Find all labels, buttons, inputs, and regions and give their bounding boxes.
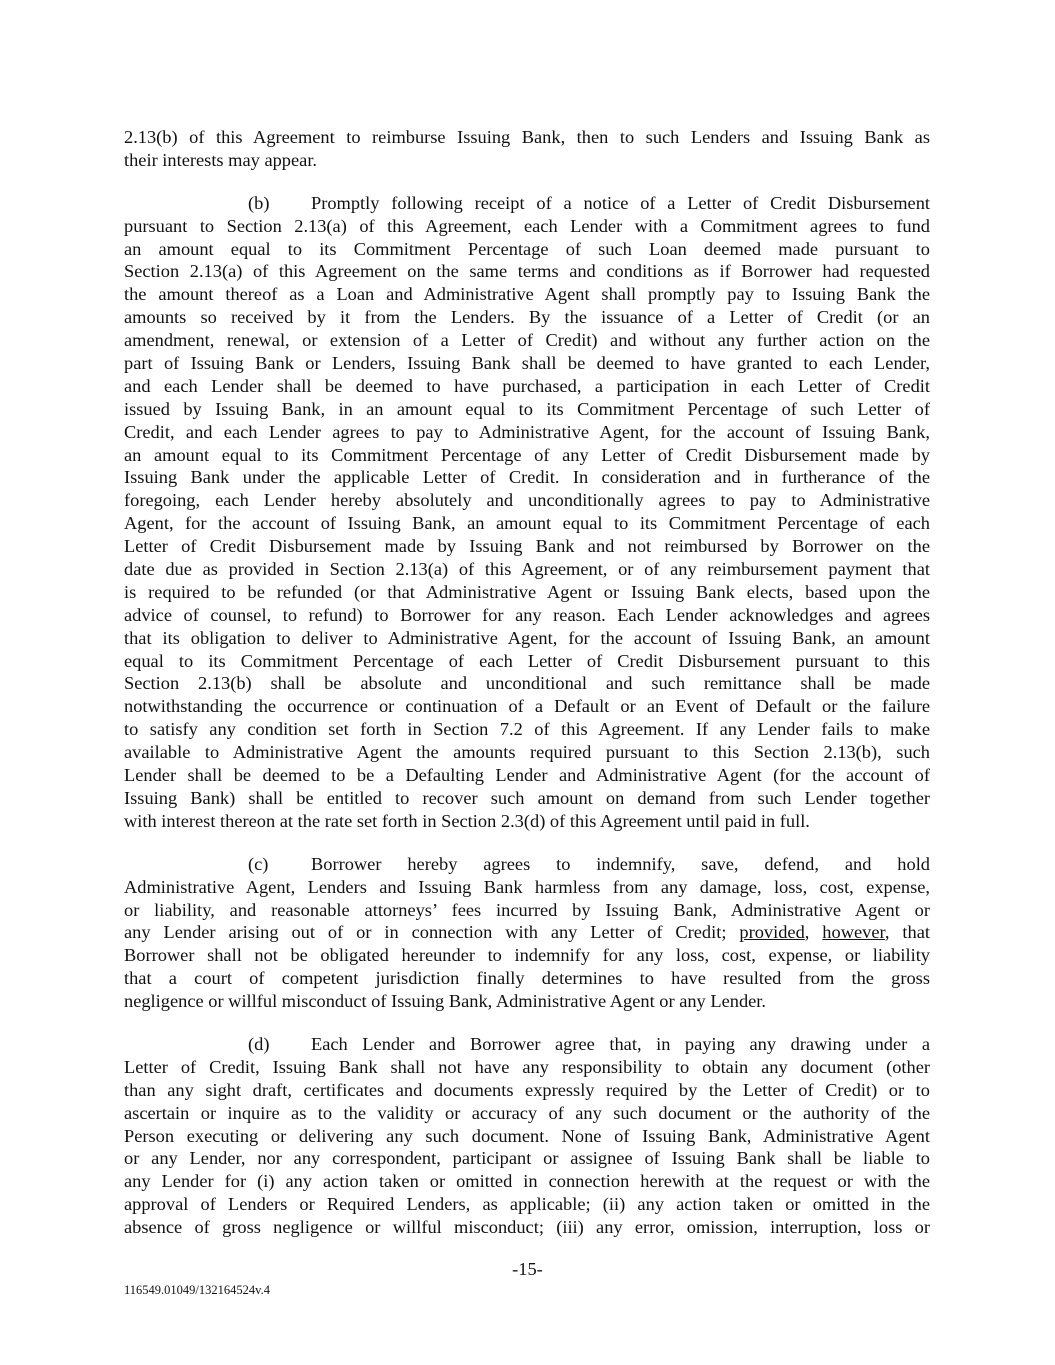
paragraph-label: (b) (248, 192, 270, 213)
text-line: that a court of competent jurisdiction finally determines to have resulted from the gross (124, 968, 930, 989)
text-line: negligence or willful misconduct of Issuing Bank, Administrative Agent or any Lender. (124, 991, 767, 1012)
paragraph-b (124, 192, 930, 833)
text-line: absence of gross negligence or willful misconduct; (iii) any error, omission, interruption, loss or (124, 1217, 930, 1238)
underlined-term: however (822, 922, 885, 943)
text-line: Credit, and each Lender agrees to pay to Administrative Agent, for the account of Issuing Bank, (124, 421, 930, 442)
text-line: than any sight draft, certificates and documents expressly required by the Letter of Credit) or to (124, 1079, 930, 1100)
text-line: their interests may appear. (124, 149, 318, 170)
text-segment: , that (884, 922, 930, 943)
text-line: Agent, for the account of Issuing Bank, an amount equal to its Commitment Percentage of each (124, 513, 930, 534)
underlined-term: provided (739, 922, 805, 943)
text-line (124, 921, 930, 944)
text-line: and each Lender shall be deemed to have purchased, a participation in each Letter of Credit (124, 375, 930, 396)
text-line: Administrative Agent, Lenders and Issuing Bank harmless from any damage, loss, cost, expense, (124, 876, 930, 897)
text-line: Borrower shall not be obligated hereunder to indemnify for any loss, cost, expense, or liability (124, 945, 930, 966)
text-line: (b) Promptly following receipt of a notice of a Letter of Credit Disbursement (248, 192, 930, 213)
document-body (124, 126, 930, 1259)
paragraph-label: (c) (248, 853, 269, 874)
text-line: part of Issuing Bank or Lenders, Issuing Bank shall be deemed to have granted to each Lender, (124, 353, 930, 374)
text-line: Issuing Bank under the applicable Letter of Credit. In consideration and in furtherance of the (124, 467, 930, 488)
text-line: to satisfy any condition set forth in Section 7.2 of this Agreement. If any Lender fails to make (124, 719, 930, 740)
text-line: amounts so received by it from the Lenders. By the issuance of a Letter of Credit (or an (124, 307, 930, 328)
text-line: available to Administrative Agent the amounts required pursuant to this Section 2.13(b), such (124, 742, 930, 763)
paragraph-continued (124, 126, 930, 172)
text-line: with interest thereon at the rate set forth in Section 2.3(d) of this Agreement until paid in full. (124, 810, 810, 831)
text-line: (c) Borrower hereby agrees to indemnify, save, defend, and hold (248, 853, 930, 874)
document-id: 116549.01049/132164524v.4 (124, 1283, 270, 1297)
paragraph-d (124, 1033, 930, 1239)
page-number: -15- (512, 1259, 543, 1279)
text-line: amendment, renewal, or extension of a Letter of Credit) and without any further action on the (124, 330, 930, 351)
paragraph-c (124, 853, 930, 1013)
text-line: advice of counsel, to refund) to Borrower for any reason. Each Lender acknowledges and agrees (124, 604, 930, 625)
text-line: Issuing Bank) shall be entitled to recover such amount on demand from such Lender together (124, 787, 930, 808)
text-segment: any Lender arising out of or in connection with any Letter of Credit; (124, 922, 740, 943)
text-line: any Lender for (i) any action taken or omitted in connection herewith at the request or with the (124, 1171, 930, 1192)
text-line: (d) Each Lender and Borrower agree that, in paying any drawing under a (248, 1033, 930, 1054)
text-line: Lender shall be deemed to be a Defaulting Lender and Administrative Agent (for the account of (124, 765, 930, 786)
paragraph-label: (d) (248, 1033, 270, 1054)
text-line: issued by Issuing Bank, in an amount equal to its Commitment Percentage of such Letter of (124, 398, 930, 419)
text-line: Section 2.13(a) of this Agreement on the same terms and conditions as if Borrower had requested (124, 261, 930, 282)
text-line: or any Lender, nor any correspondent, participant or assignee of Issuing Bank shall be liable to (124, 1148, 930, 1169)
text-line: 2.13(b) of this Agreement to reimburse Issuing Bank, then to such Lenders and Issuing Bank as (124, 127, 930, 147)
text-line: that its obligation to deliver to Administrative Agent, for the account of Issuing Bank, an amount (124, 627, 930, 648)
text-line: an amount equal to its Commitment Percentage of any Letter of Credit Disbursement made by (124, 444, 930, 465)
text-line: ascertain or inquire as to the validity or accuracy of any such document or the authority of the (124, 1102, 930, 1123)
text-line: pursuant to Section 2.13(a) of this Agreement, each Lender with a Commitment agrees to fund (124, 215, 930, 236)
text-line: date due as provided in Section 2.13(a) of this Agreement, or of any reimbursement payment that (124, 559, 930, 580)
text-line: Person executing or delivering any such document. None of Issuing Bank, Administrative Agent (124, 1125, 930, 1146)
text-line: Letter of Credit Disbursement made by Issuing Bank and not reimbursed by Borrower on the (124, 536, 930, 557)
text-line: the amount thereof as a Loan and Administrative Agent shall promptly pay to Issuing Bank the (124, 284, 930, 305)
text-line: notwithstanding the occurrence or continuation of a Default or an Event of Default or the failure (124, 696, 930, 717)
text-line: equal to its Commitment Percentage of each Letter of Credit Disbursement pursuant to this (124, 650, 930, 671)
text-line: Section 2.13(b) shall be absolute and unconditional and such remittance shall be made (124, 673, 930, 694)
text-line: is required to be refunded (or that Administrative Agent or Issuing Bank elects, based upon the (124, 581, 930, 602)
text-line: Letter of Credit, Issuing Bank shall not have any responsibility to obtain any document (other (124, 1056, 930, 1077)
text-line: foregoing, each Lender hereby absolutely and unconditionally agrees to pay to Administrative (124, 490, 930, 511)
text-line: approval of Lenders or Required Lenders, as applicable; (ii) any action taken or omitted in the (124, 1194, 930, 1215)
text-segment: , (804, 922, 823, 943)
text-line: or liability, and reasonable attorneys’ fees incurred by Issuing Bank, Administrative Agent or (124, 899, 930, 920)
text-line: an amount equal to its Commitment Percentage of such Loan deemed made pursuant to (124, 238, 930, 259)
